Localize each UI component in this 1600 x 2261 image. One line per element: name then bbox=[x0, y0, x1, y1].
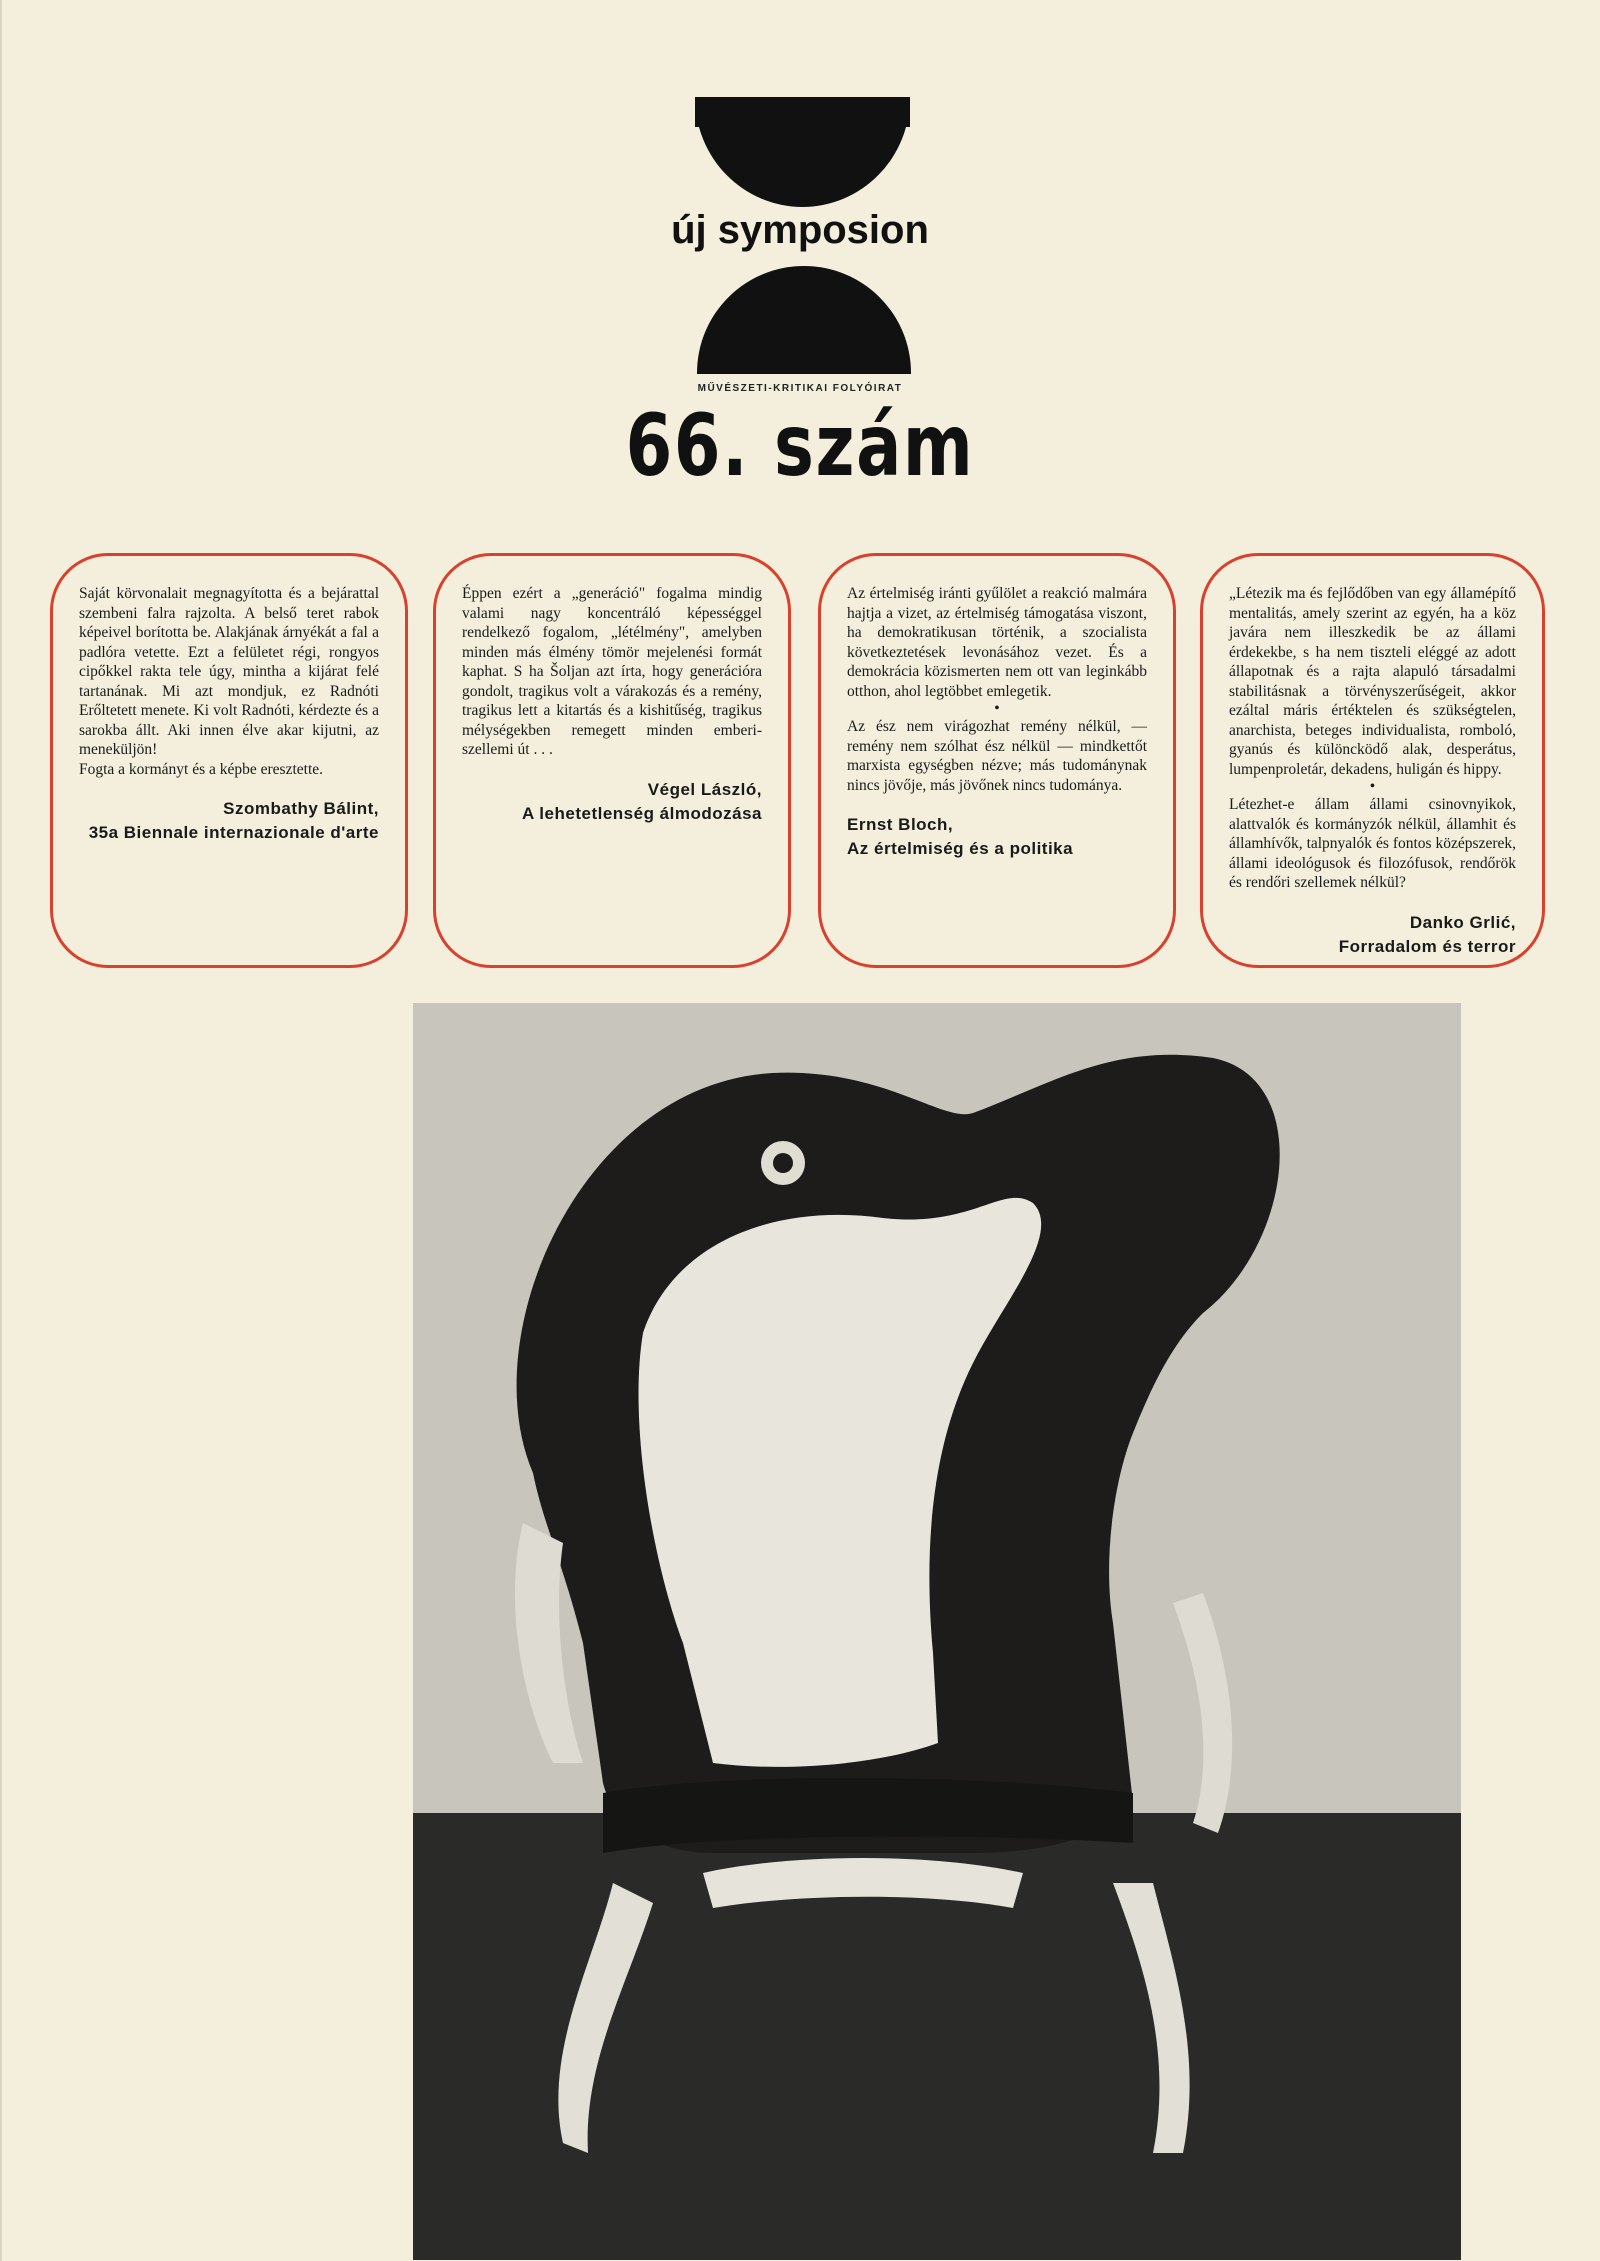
quote-source: Az értelmiség és a politika bbox=[847, 839, 1074, 858]
quote-separator: • bbox=[1370, 779, 1375, 794]
quote-box-2 bbox=[433, 553, 791, 968]
quote-box-1 bbox=[50, 553, 408, 968]
quote-source: 35a Biennale internazionale d'arte bbox=[88, 823, 379, 842]
magazine-subtitle: MŰVÉSZETI-KRITIKAI FOLYÓIRAT bbox=[697, 383, 903, 394]
quote-source: Forradalom és terror bbox=[1338, 936, 1516, 956]
quote-author: Danko Grlić, bbox=[1409, 912, 1516, 932]
quote-box-3 bbox=[818, 553, 1176, 968]
quote-author: Végel László, bbox=[647, 779, 762, 799]
chair-illustration bbox=[413, 1003, 1461, 2260]
quote-source: A lehetetlenség álmodozása bbox=[521, 803, 762, 823]
quote-text-continued: Létezhet-e állam állami csinovnyikok, alattvalók és kormányzók nélkül, államhit és államhívők, talpnyalók és fontos középszerek, állami ideológusok és filozófusok, rendőrök és rendőri szellemek nélkül? bbox=[1229, 796, 1516, 891]
quote-author: Ernst Bloch, bbox=[847, 815, 954, 834]
chair-photograph bbox=[413, 1003, 1461, 2260]
issue-number: 66. szám bbox=[625, 396, 975, 496]
quote-author: Szombathy Bálint, bbox=[223, 799, 379, 818]
quote-text: Saját körvonalait megnagyította és a bejárattal szembeni falra rajzolta. A belső teret rabok képeivel borította be. Alakjának árnyékát a fal a padlóra vetette. Ezt a felületet régi, rongyos cipőkkel rakta tele úgy, mintha a kijárat felé tartanának. Mi azt mondjuk, ez Radnóti Erőltetett menete. Ki volt Radnóti, kérdezte és a sarokba állt. Aki innen élve akar kijutni, az meneküljön! Fogta a kormányt és a képbe eresztette. bbox=[79, 585, 379, 778]
quote-text: Éppen ezért a „generáció" fogalma mindig valami nagy koncentráló képességgel rendelkező fogalom, „létélmény", amelyben minden más élmény tömör mejelenési formát kaphat. S ha Šoljan azt írta, hogy generációra gondolt, tragikus volt a várakozás és a remény, tragikus lett a kitartás és a kishitűség, tragikus mélységekben remegett minden emberi-szellemi út . . . bbox=[462, 585, 762, 758]
magazine-title: új symposion bbox=[671, 208, 929, 252]
quote-text-continued: Az ész nem virágozhat remény nélkül, — remény nem szólhat ész nélkül — mindkettőt marxista egységben nézve; más tudománynak nincs jövője, más jövőnek nincs tudománya. bbox=[847, 718, 1147, 794]
quote-text: Az értelmiség iránti gyűlölet a reakció malmára hajtja a vizet, az értelmiség támogatása viszont, ha demokratikusan történik, a szocialista következtetések levonásához vezet. És a demokrácia közismerten nem ott van leginkább otthon, ahol legtöbbet emlegetik. bbox=[847, 585, 1147, 700]
quote-box-4 bbox=[1200, 553, 1545, 968]
quote-text: „Létezik ma és fejlődőben van egy államépítő mentalitás, amely szerint az egyén, ha a köz javára nem illeszkedik be az állami érdekekbe, s ha nem tiszteli eléggé az adott állapotnak és a rajta alapuló társadalmi stabilitásnak a törvényszerűségeit, akkor ezáltal máris értéktelen és szükségtelen, anarchista, beteges individualista, romboló, gyanús és különcködő alak, desperátus, lumpenproletár, dekadens, huligán és hippy. bbox=[1229, 585, 1516, 778]
quote-separator: • bbox=[994, 701, 1000, 716]
